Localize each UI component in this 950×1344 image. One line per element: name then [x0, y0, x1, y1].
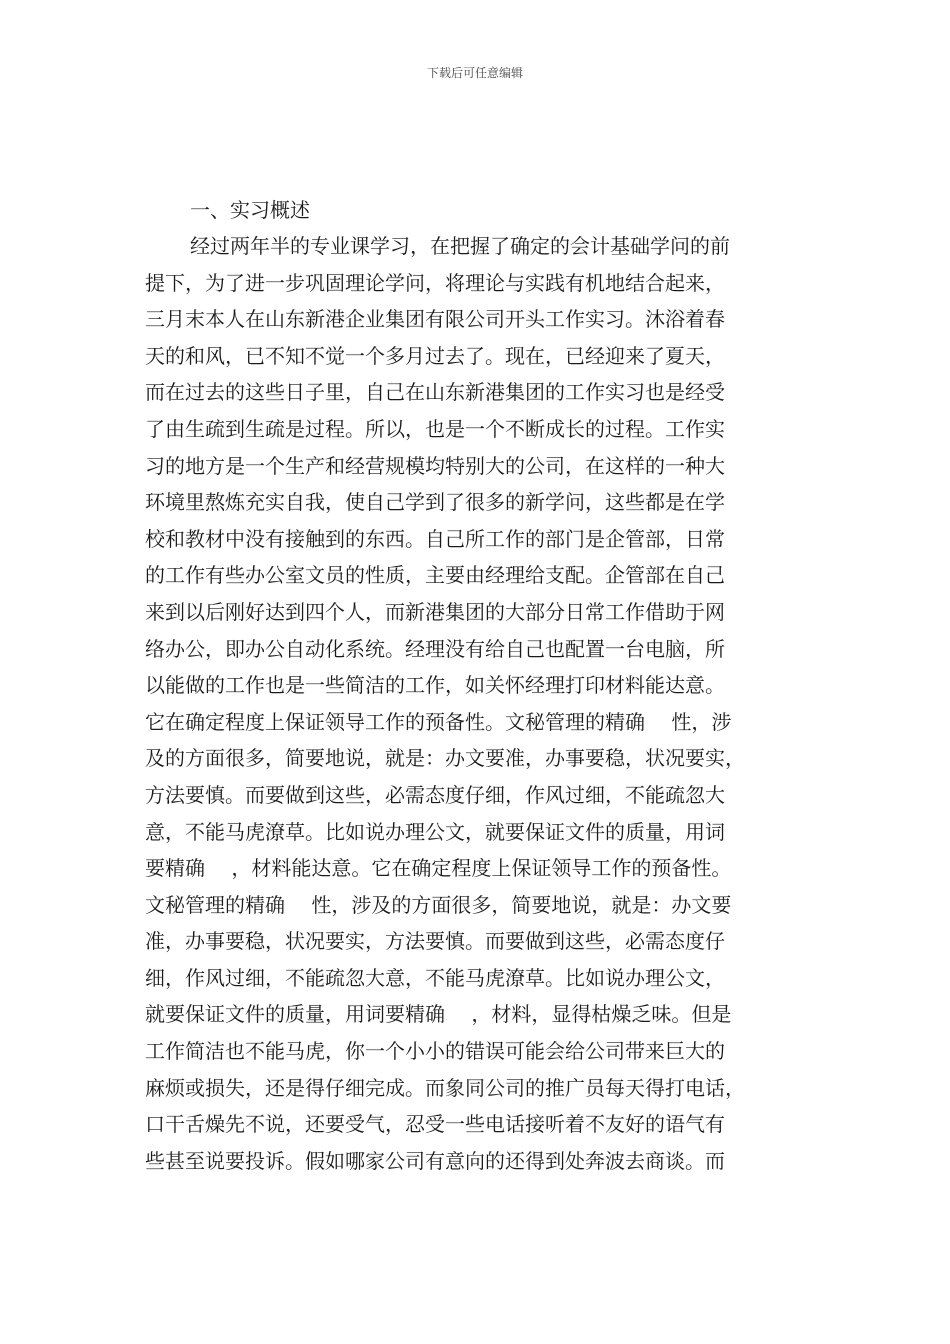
paragraph-line: 络办公，即办公自动化系统。经理没有给自己也配置一台电脑，所 — [145, 636, 725, 661]
paragraph-line: 麻烦或损失，还是得仔细完成。而象同公司的推广员每天得打电话， — [145, 1075, 745, 1100]
paragraph-line: 三月末本人在山东新港企业集团有限公司开头工作实习。沐浴着春 — [145, 307, 725, 332]
paragraph-line: 以能做的工作也是一些简洁的工作，如关怀经理打印材料能达意。 — [145, 673, 725, 698]
paragraph-line: 环境里熬炼充实自我，使自己学到了很多的新学问，这些都是在学 — [145, 490, 725, 515]
paragraph-line: 习的地方是一个生产和经营规模均特别大的公司，在这样的一种大 — [145, 453, 725, 478]
paragraph-line: 文秘管理的精确 性，涉及的方面很多，简要地说，就是：办文要 — [145, 892, 732, 917]
paragraph-line: 意，不能马虎潦草。比如说办理公文，就要保证文件的质量，用词 — [145, 819, 725, 844]
paragraph-line: 要精确 ，材料能达意。它在确定程度上保证领导工作的预备性。 — [145, 856, 732, 881]
paragraph-line: 些甚至说要投诉。假如哪家公司有意向的还得到处奔波去商谈。而 — [145, 1148, 725, 1173]
paragraph-line: 来到以后刚好达到四个人，而新港集团的大部分日常工作借助于网 — [145, 599, 725, 624]
paragraph-line: 准，办事要稳，状况要实，方法要慎。而要做到这些，必需态度仔 — [145, 929, 725, 954]
section-heading: 一、实习概述 — [190, 198, 310, 222]
paragraph-line: 天的和风，已不知不觉一个多月过去了。现在，已经迎来了夏天， — [145, 343, 725, 368]
paragraph-line: 口干舌燥先不说，还要受气，忍受一些电话接听着不友好的语气有 — [145, 1112, 725, 1137]
paragraph-line: 就要保证文件的质量，用词要精确 ，材料，显得枯燥乏味。但是 — [145, 1002, 732, 1027]
paragraph-line: 提下，为了进一步巩固理论学问，将理论与实践有机地结合起来， — [145, 270, 725, 295]
paragraph-line: 了由生疏到生疏是过程。所以，也是一个不断成长的过程。工作实 — [145, 416, 725, 441]
paragraph-line: 工作简洁也不能马虎，你一个小小的错误可能会给公司带来巨大的 — [145, 1039, 725, 1064]
paragraph-line: 而在过去的这些日子里，自己在山东新港集团的工作实习也是经受 — [145, 380, 725, 405]
paragraph-line: 方法要慎。而要做到这些，必需态度仔细，作风过细，不能疏忽大 — [145, 782, 725, 807]
paragraph-line: 的工作有些办公室文员的性质，主要由经理给支配。企管部在自己 — [145, 563, 725, 588]
body-paragraph — [145, 228, 825, 1179]
paragraph-line: 及的方面很多，简要地说，就是：办文要准，办事要稳，状况要实， — [145, 746, 745, 771]
paragraph-line: 校和教材中没有接触到的东西。自己所工作的部门是企管部，日常 — [145, 526, 725, 551]
paragraph-line: 细，作风过细，不能疏忽大意，不能马虎潦草。比如说办理公文， — [145, 965, 725, 990]
paragraph-line: 经过两年半的专业课学习，在把握了确定的会计基础学问的前 — [190, 234, 730, 258]
header-note: 下载后可任意编辑 — [426, 66, 523, 80]
paragraph-line: 它在确定程度上保证领导工作的预备性。文秘管理的精确 性，涉 — [145, 709, 732, 734]
